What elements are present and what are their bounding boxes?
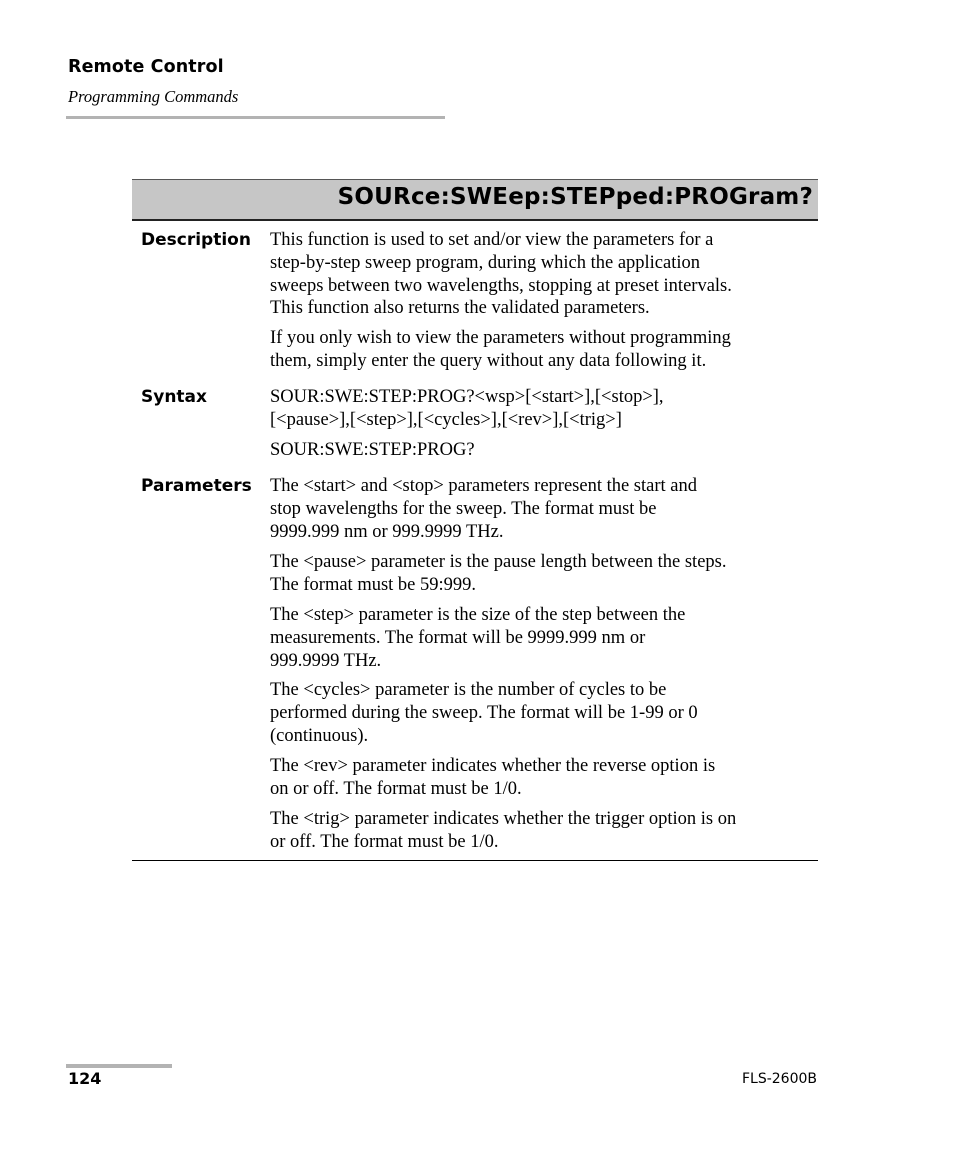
text-line: The <rev> parameter indicates whether the reverse option is xyxy=(270,756,716,776)
header-divider xyxy=(66,116,445,119)
text-line: The <step> parameter is the size of the step between the xyxy=(270,605,686,625)
text-line: The format must be 59:999. xyxy=(270,574,477,595)
text-line: [<pause>],[<step>],[<cycles>],[<rev>],[<trig>] xyxy=(270,409,622,430)
parameters-paragraph-5 xyxy=(270,755,815,801)
parameters-paragraph-4 xyxy=(270,679,815,747)
description-paragraph-1 xyxy=(270,229,815,320)
footer-divider xyxy=(66,1064,172,1068)
syntax-paragraph-2 xyxy=(270,439,815,462)
text-line: The <start> and <stop> parameters represent the start and xyxy=(270,476,697,496)
description-paragraph-2 xyxy=(270,327,815,373)
parameters-paragraph-3 xyxy=(270,604,815,672)
text-line: sweeps between two wavelengths, stopping at preset intervals. xyxy=(270,275,732,296)
text-line: step-by-step sweep program, during which the application xyxy=(270,252,701,273)
text-line: (continuous). xyxy=(270,725,369,746)
parameters-paragraph-1 xyxy=(270,475,815,543)
command-title: SOURce:SWEep:STEPped:PROGram? xyxy=(337,184,813,210)
text-line: SOUR:SWE:STEP:PROG? xyxy=(270,440,475,460)
text-line: on or off. The format must be 1/0. xyxy=(270,778,522,799)
text-line: SOUR:SWE:STEP:PROG?<wsp>[<start>],[<stop>], xyxy=(270,387,664,407)
syntax-label: Syntax xyxy=(141,387,207,407)
text-line: 999.9999 THz. xyxy=(270,650,382,671)
text-line: them, simply enter the query without any data following it. xyxy=(270,350,707,371)
text-line: The <trig> parameter indicates whether the trigger option is on xyxy=(270,809,737,829)
table-bottom-rule xyxy=(132,860,818,861)
parameters-paragraph-2 xyxy=(270,551,815,597)
text-line: stop wavelengths for the sweep. The format must be xyxy=(270,498,657,519)
page-number: 124 xyxy=(68,1069,102,1088)
section-subtitle: Programming Commands xyxy=(68,87,239,106)
parameters-paragraph-6 xyxy=(270,808,815,854)
text-line: This function is used to set and/or view the parameters for a xyxy=(270,230,714,250)
text-line: If you only wish to view the parameters without programming xyxy=(270,328,731,348)
text-line: The <cycles> parameter is the number of cycles to be xyxy=(270,680,667,700)
section-title: Remote Control xyxy=(68,57,224,77)
syntax-paragraph-1 xyxy=(270,386,815,432)
text-line: or off. The format must be 1/0. xyxy=(270,831,499,852)
parameters-label: Parameters xyxy=(141,476,252,496)
command-title-bar xyxy=(132,179,818,221)
text-line: 9999.999 nm or 999.9999 THz. xyxy=(270,521,504,542)
description-label: Description xyxy=(141,230,251,250)
product-name: FLS-2600B xyxy=(741,1071,817,1087)
text-line: measurements. The format will be 9999.999 nm or xyxy=(270,627,646,648)
text-line: The <pause> parameter is the pause length between the steps. xyxy=(270,552,727,572)
text-line: This function also returns the validated parameters. xyxy=(270,298,650,319)
text-line: performed during the sweep. The format will be 1-99 or 0 xyxy=(270,702,698,723)
